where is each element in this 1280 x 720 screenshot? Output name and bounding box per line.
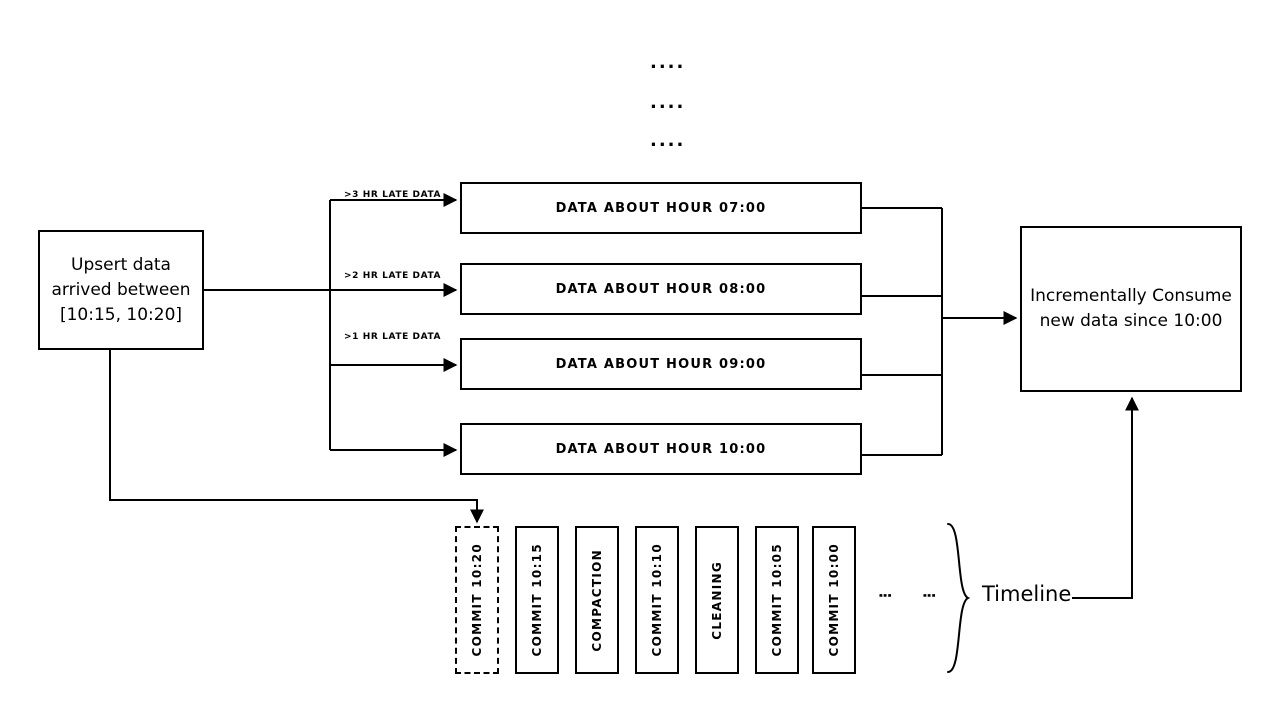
timeline-commit-10-00 (812, 526, 856, 674)
upsert-line-2: arrived between (51, 279, 191, 300)
consume-line-1: Incrementally Consume (1030, 286, 1232, 306)
timeline-ellipsis-2: ⋮ (920, 588, 938, 606)
upsert-line-1: Upsert data (71, 254, 171, 275)
partition-box-hour-09 (460, 338, 862, 390)
edge-timeline-to-consume (1072, 398, 1132, 598)
timeline-ellipsis-1: ⋮ (876, 588, 894, 606)
incremental-consume-box (1020, 226, 1242, 392)
commit-label: COMMIT 10:20 (470, 543, 484, 657)
edge-source-to-commit (110, 350, 477, 522)
upsert-line-3: [10:15, 10:20] (59, 304, 183, 325)
partition-box-hour-10 (460, 423, 862, 475)
commit-label: COMMIT 10:10 (650, 543, 664, 657)
late-data-label-2hr: >2 HR LATE DATA (344, 271, 442, 281)
vertical-dots-3: .... (650, 130, 686, 151)
timeline-compaction (575, 526, 619, 674)
commit-label: COMPACTION (590, 548, 604, 652)
late-data-label-3hr: >3 HR LATE DATA (344, 190, 442, 200)
timeline-label: Timeline (982, 582, 1072, 606)
timeline-brace (948, 524, 968, 672)
commit-label: COMMIT 10:00 (827, 543, 841, 657)
late-data-label-1hr: >1 HR LATE DATA (344, 332, 442, 342)
timeline-cleaning (695, 526, 739, 674)
commit-label: COMMIT 10:15 (530, 543, 544, 657)
partition-label: DATA ABOUT HOUR 10:00 (555, 441, 767, 457)
timeline-commit-10-15 (515, 526, 559, 674)
timeline-commit-10-10 (635, 526, 679, 674)
commit-label: COMMIT 10:05 (770, 543, 784, 657)
consume-line-2: new data since 10:00 (1039, 311, 1223, 331)
timeline-commit-10-05 (755, 526, 799, 674)
commit-label: CLEANING (710, 560, 724, 640)
timeline-commit-10-20 (455, 526, 499, 674)
partition-label: DATA ABOUT HOUR 07:00 (555, 200, 767, 216)
partition-box-hour-08 (460, 263, 862, 315)
upsert-source-box (38, 230, 204, 350)
partition-label: DATA ABOUT HOUR 09:00 (555, 356, 767, 372)
partition-box-hour-07 (460, 182, 862, 234)
vertical-dots-2: .... (650, 92, 686, 113)
vertical-dots-1: .... (650, 52, 686, 73)
partition-label: DATA ABOUT HOUR 08:00 (555, 281, 767, 297)
